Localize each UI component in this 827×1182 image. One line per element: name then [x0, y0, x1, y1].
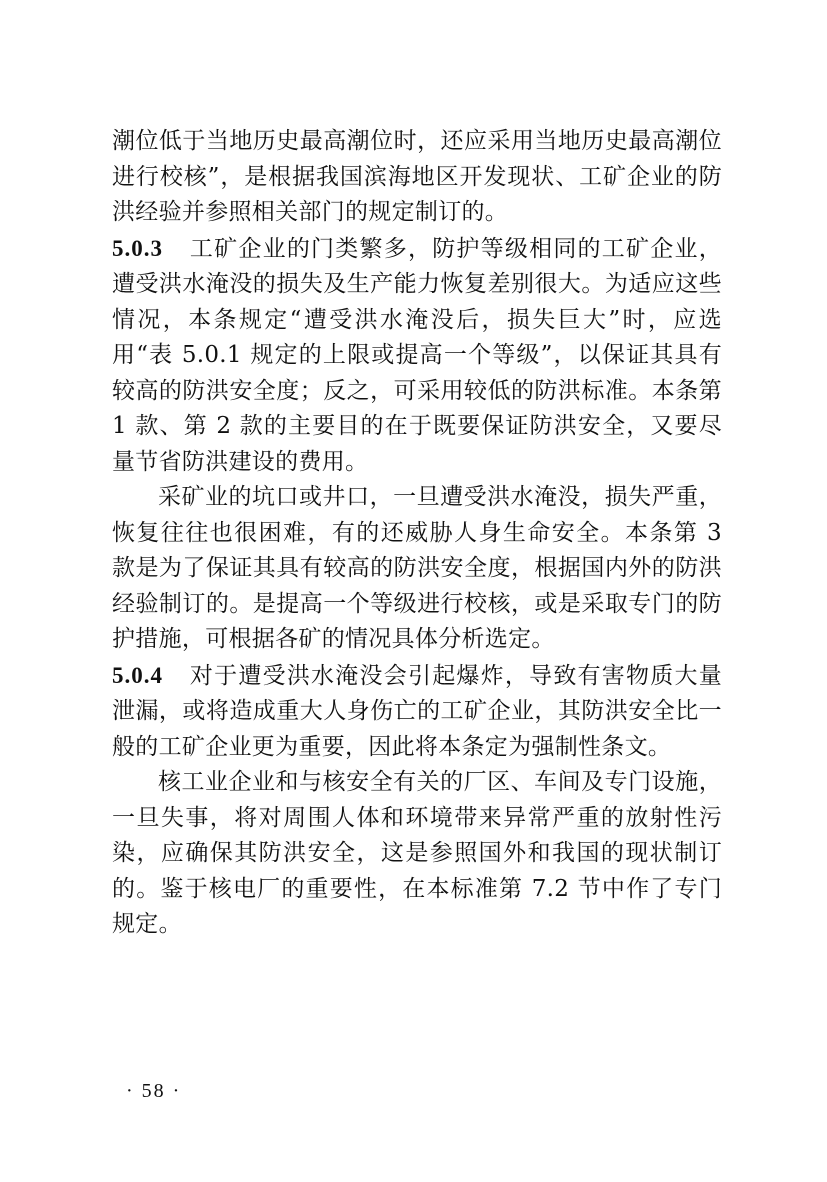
paragraph-text: 对于遭受洪水淹没会引起爆炸，导致有害物质大量泄漏，或将造成重大人身伤亡的工矿企业，其防洪安全比一般的工矿企业更为重要，因此将本条定为强制性条文。 — [112, 662, 722, 760]
paragraph-clause-5-0-4 — [112, 658, 722, 766]
paragraph-continuation — [112, 124, 722, 231]
clause-number: 5.0.4 — [112, 662, 163, 688]
paragraph-clause-5-0-3 — [112, 231, 722, 481]
paragraph-text: 潮位低于当地历史最高潮位时，还应采用当地历史最高潮位进行校核”，是根据我国滨海地区开发现状、工矿企业的防洪经验并参照相关部门的规定制订的。 — [112, 128, 722, 225]
page-number: · 58 · — [126, 1080, 182, 1102]
body-text — [112, 124, 722, 943]
paragraph-text: 采矿业的坑口或井口，一旦遭受洪水淹没，损失严重，恢复往往也很困难，有的还威胁人身生命安全。本条第 3 款是为了保证其具有较高的防洪安全度，根据国内外的防洪经验制订的。是提高一个等级进行校核，或是采取专门的防护措施，可根据各矿的情况具体分析选定。 — [112, 484, 722, 652]
clause-number: 5.0.3 — [112, 235, 163, 261]
paragraph-text: 工矿企业的门类繁多，防护等级相同的工矿企业，遭受洪水淹没的损失及生产能力恢复差别很大。为适应这些情况，本条规定“遭受洪水淹没后，损失巨大”时，应选用“表 5.0.1 规定的上限或提高一个等级”，以保证其具有较高的防洪安全度；反之，可采用较低的防洪标准。本条第 1 款、第 2 款的主要目的在于既要保证防洪安全，又要尽量节省防洪建设的费用。 — [112, 235, 722, 475]
paragraph-mining — [112, 480, 722, 658]
paragraph-text: 核工业企业和与核安全有关的厂区、车间及专门设施，一旦失事，将对周围人体和环境带来异常严重的放射性污染，应确保其防洪安全，这是参照国外和我国的现状制订的。鉴于核电厂的重要性，在本标准第 7.2 节中作了专门规定。 — [112, 769, 722, 937]
paragraph-nuclear — [112, 765, 722, 943]
